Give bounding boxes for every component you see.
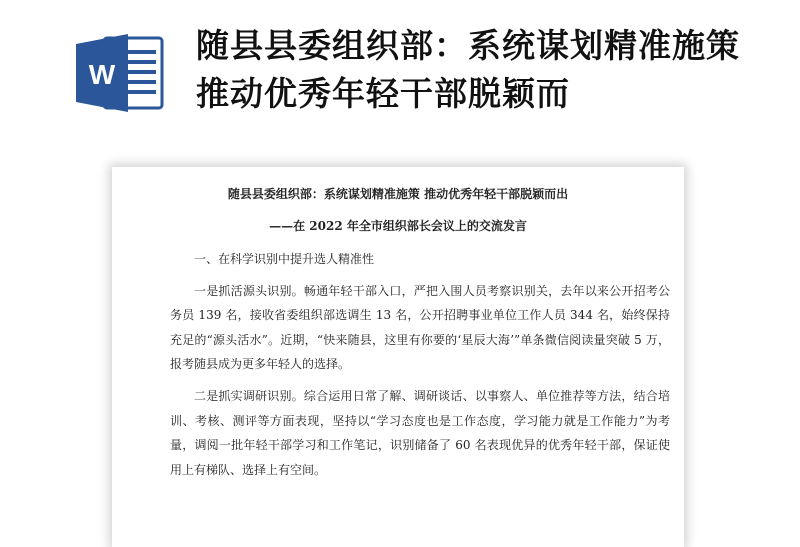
paragraph: 一是抓活源头识别。畅通年轻干部入口，严把入围人员考察识别关，去年以来公开招考公务员 139 名，接收省委组织部选调生 13 名，公开招聘事业单位工作人员 344 名，始终保持充足的“源头活水”。近期，“快来随县，这里有你要的‘星辰大海’”单条微信阅读量突破 5 万，报考随县成为更多年轻人的选择。 <box>170 283 670 372</box>
document-page <box>112 167 684 547</box>
logo-letter: W <box>88 59 116 90</box>
paragraph: 二是抓实调研识别。综合运用日常了解、调研谈话、以事察人、单位推荐等方法，结合培训、考核、测评等方面表现，坚持以“学习态度也是工作态度，学习能力就是工作能力”为考量，调阅一批年轻干部学习和工作笔记，识别储备了 60 名表现优异的优秀年轻干部，保证使用上有梯队、选择上有空间。 <box>170 388 670 477</box>
word-document-icon <box>74 32 166 114</box>
header <box>0 0 800 150</box>
document-title: 随县县委组织部：系统谋划精准施策 推动优秀年轻干部脱颖而出 <box>227 187 569 201</box>
document-body <box>170 247 670 489</box>
document-subtitle: ——在 2022 年全市组织部长会议上的交流发言 <box>269 219 527 233</box>
section-heading: 一、在科学识别中提升选人精准性 <box>194 252 375 266</box>
page-title: 随县县委组织部：系统谋划精准施策 推动优秀年轻干部脱颖而 <box>196 26 740 113</box>
